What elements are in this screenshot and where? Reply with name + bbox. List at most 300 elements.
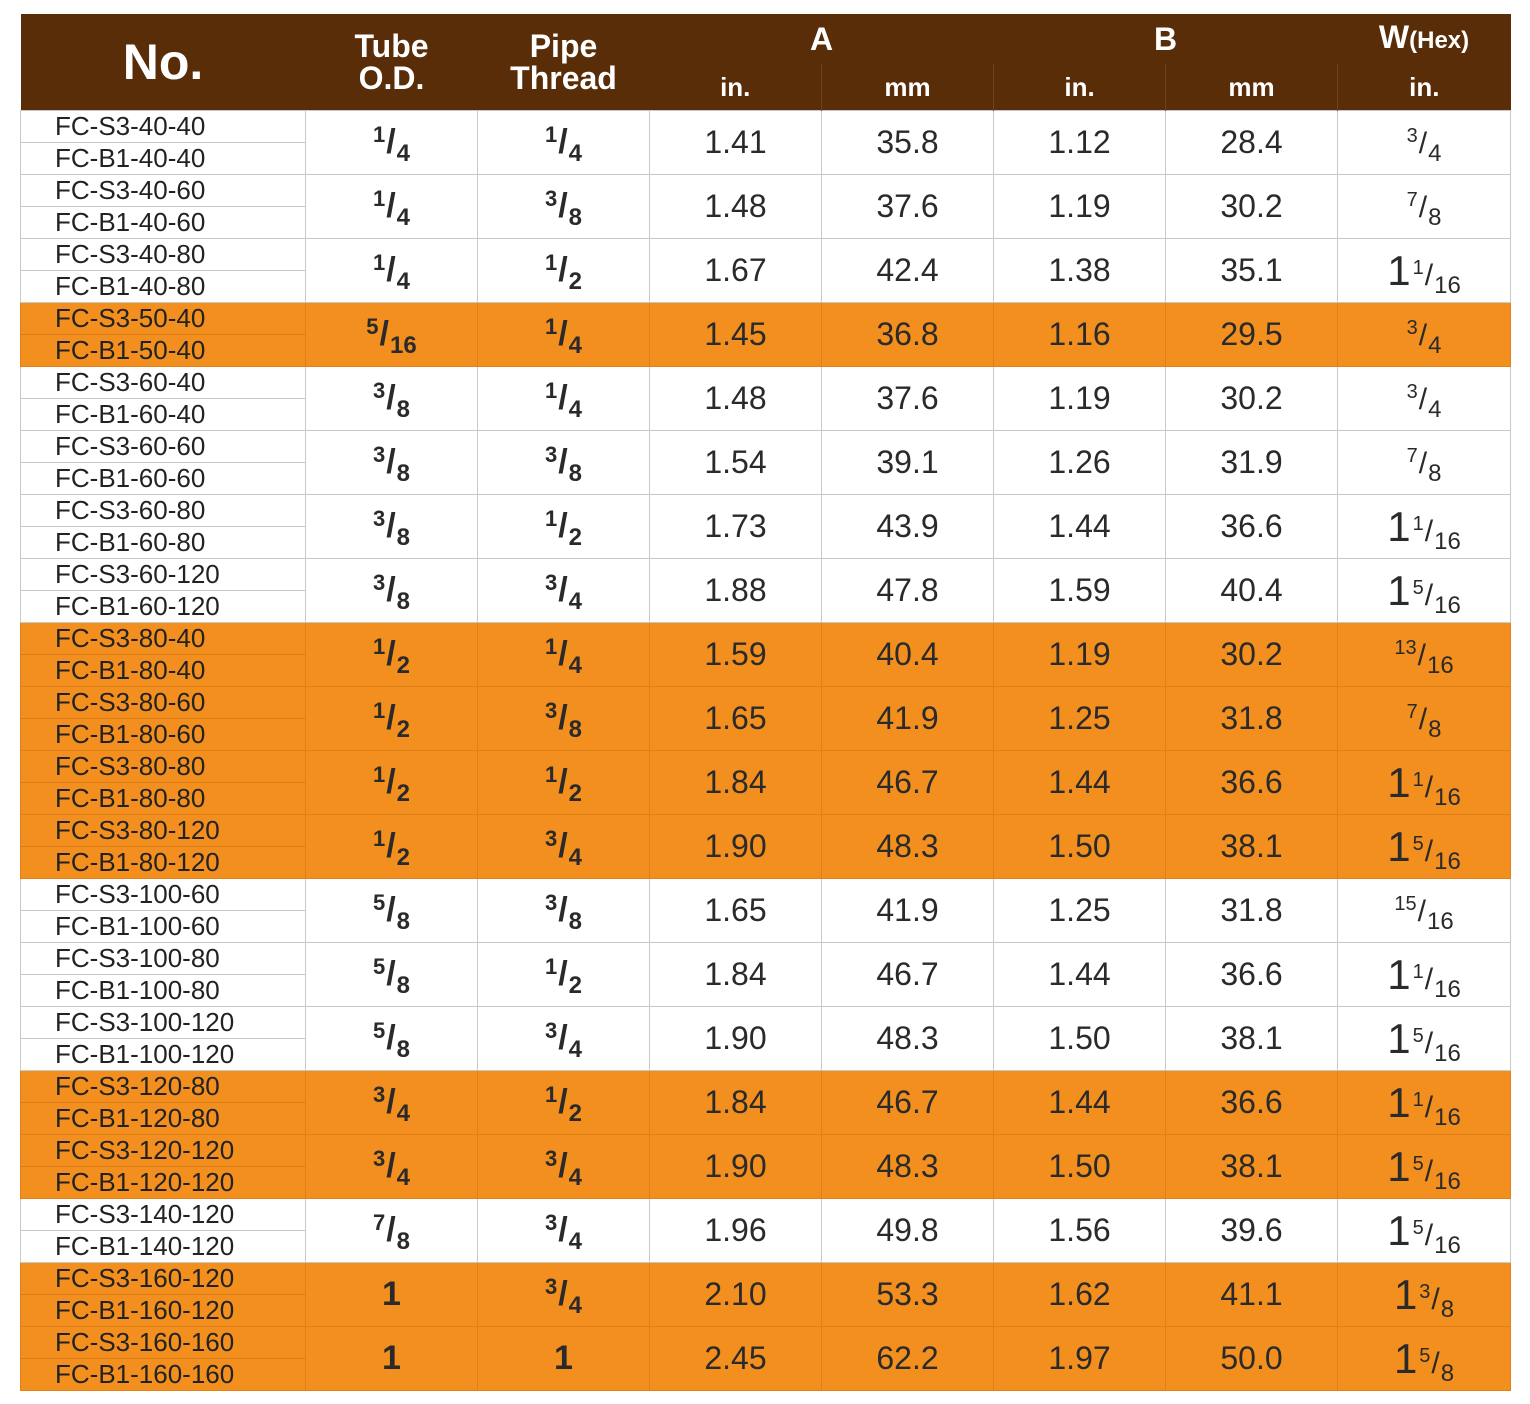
fraction-slash: /: [558, 955, 568, 993]
fraction-whole: 1: [1387, 1206, 1411, 1254]
fraction: [1387, 758, 1461, 811]
pipe-thread-cell: [478, 1007, 650, 1071]
fraction-whole: 1: [382, 1339, 401, 1377]
b-in-cell: 1.44: [994, 943, 1166, 1007]
fraction-denominator: 4: [396, 204, 411, 231]
pipe-thread-cell: [478, 1135, 650, 1199]
part-number-s3: FC-S3-120-120: [21, 1135, 305, 1167]
b-in-cell: 1.62: [994, 1263, 1166, 1327]
fraction-numerator: 1: [544, 314, 558, 339]
fraction: [544, 1018, 583, 1063]
fraction-slash: /: [558, 1147, 568, 1185]
hex-cell: [1338, 1199, 1511, 1263]
b-mm-cell: 38.1: [1166, 1135, 1338, 1199]
fraction: [544, 698, 583, 743]
fraction-numerator: 1: [544, 634, 558, 659]
table-row: [21, 943, 1511, 1007]
fraction-denominator: 2: [568, 524, 583, 551]
fraction-denominator: 8: [396, 588, 411, 615]
fraction-slash: /: [558, 827, 568, 865]
b-in-cell: 1.26: [994, 431, 1166, 495]
fraction-whole: 1: [1387, 1078, 1411, 1126]
fraction: [372, 442, 411, 487]
fraction-numerator: 5: [366, 314, 379, 339]
fraction-denominator: 4: [568, 396, 583, 423]
fraction-slash: /: [1418, 319, 1428, 352]
fraction-denominator: 16: [1426, 652, 1454, 679]
fraction: [544, 1274, 583, 1319]
part-number-s3: FC-S3-40-80: [21, 239, 305, 271]
fraction: [1406, 701, 1442, 743]
a-mm-cell: 48.3: [822, 815, 994, 879]
tube-od-cell: [306, 1071, 478, 1135]
fraction-slash: /: [1417, 639, 1426, 672]
header-pipe-line2: Thread: [510, 60, 617, 96]
part-number-cell: [21, 495, 306, 559]
fitting-dimension-table: [20, 14, 1511, 1391]
tube-od-cell: [306, 879, 478, 943]
fraction-numerator: 3: [544, 826, 558, 851]
fraction: [1387, 1142, 1461, 1195]
b-mm-cell: 40.4: [1166, 559, 1338, 623]
fraction-numerator: 3: [372, 442, 386, 467]
tube-od-cell: [306, 943, 478, 1007]
part-number-b1: FC-B1-60-40: [55, 399, 206, 429]
fraction-slash: /: [1418, 447, 1428, 480]
fraction: [1387, 1206, 1461, 1259]
table-row: [21, 303, 1511, 367]
fraction-slash: /: [558, 123, 568, 161]
fraction-slash: /: [1424, 578, 1434, 612]
part-number-s3: FC-S3-120-80: [21, 1071, 305, 1103]
b-mm-cell: 50.0: [1166, 1327, 1338, 1391]
table-row: [21, 1007, 1511, 1071]
header-a-in: in.: [650, 64, 822, 111]
fraction-denominator: 8: [396, 972, 411, 999]
part-number-s3: FC-S3-140-120: [21, 1199, 305, 1231]
a-mm-cell: 48.3: [822, 1007, 994, 1071]
table-row: [21, 879, 1511, 943]
fraction-denominator: 2: [396, 844, 411, 871]
table-row: [21, 1327, 1511, 1391]
part-number-b1: FC-B1-120-80: [55, 1103, 220, 1133]
fraction-numerator: 1: [544, 250, 558, 275]
fraction: [1394, 637, 1454, 679]
fraction-denominator: 4: [568, 1292, 583, 1319]
fraction-numerator: 13: [1394, 637, 1417, 659]
tube-od-cell: [306, 687, 478, 751]
fraction-denominator: 8: [396, 1036, 411, 1063]
hex-cell: [1338, 239, 1511, 303]
fraction-numerator: 3: [544, 698, 558, 723]
fraction-denominator: 4: [396, 1100, 411, 1127]
header-pipe-line1: Pipe: [529, 28, 598, 64]
fraction-numerator: 3: [544, 1018, 558, 1043]
fraction-slash: /: [1424, 514, 1434, 548]
fraction: [1394, 893, 1454, 935]
header-w: W: [1378, 19, 1410, 55]
table-row: [21, 111, 1511, 175]
fraction: [1406, 125, 1442, 167]
header-a-mm: mm: [822, 64, 994, 111]
fraction-whole: 1: [1387, 822, 1411, 870]
fraction-denominator: 16: [390, 332, 417, 359]
fraction-slash: /: [558, 1083, 568, 1121]
fraction-denominator: 8: [568, 908, 583, 935]
fraction-denominator: 4: [396, 140, 411, 167]
a-in-cell: 1.48: [650, 367, 822, 431]
fraction-numerator: 1: [372, 634, 386, 659]
a-in-cell: 2.45: [650, 1327, 822, 1391]
pipe-thread-cell: [478, 879, 650, 943]
fraction-denominator: 8: [396, 1228, 411, 1255]
fraction-denominator: 16: [1434, 783, 1461, 811]
table-row: [21, 431, 1511, 495]
header-pipe-thread: [478, 14, 650, 111]
fraction: [372, 634, 411, 679]
part-number-cell: [21, 687, 306, 751]
fraction-numerator: 1: [544, 378, 558, 403]
table-row: [21, 495, 1511, 559]
part-number-b1: FC-B1-40-60: [55, 207, 206, 237]
fraction-whole: 1: [1387, 566, 1411, 614]
pipe-thread-cell: [478, 367, 650, 431]
fraction-slash: /: [386, 123, 396, 161]
fraction-numerator: 5: [372, 1018, 386, 1043]
fraction-numerator: 1: [544, 762, 558, 787]
part-number-b1: FC-B1-50-40: [55, 335, 206, 365]
fraction: [1387, 1014, 1461, 1067]
tube-od-cell: [306, 559, 478, 623]
b-in-cell: 1.12: [994, 111, 1166, 175]
table-header: [21, 14, 1511, 111]
fraction-slash: /: [386, 699, 396, 737]
b-in-cell: 1.19: [994, 623, 1166, 687]
fraction-denominator: 8: [396, 396, 411, 423]
fraction: [1406, 445, 1442, 487]
table-row: [21, 239, 1511, 303]
hex-cell: [1338, 1135, 1511, 1199]
fraction: [1393, 1270, 1455, 1323]
a-mm-cell: 47.8: [822, 559, 994, 623]
fraction-numerator: 3: [1406, 317, 1418, 339]
fraction: [544, 442, 583, 487]
hex-cell: [1338, 495, 1511, 559]
part-number-cell: [21, 879, 306, 943]
fraction-slash: /: [386, 1019, 396, 1057]
b-mm-cell: 35.1: [1166, 239, 1338, 303]
b-in-cell: 1.50: [994, 1135, 1166, 1199]
b-in-cell: 1.25: [994, 687, 1166, 751]
hex-cell: [1338, 111, 1511, 175]
b-mm-cell: 36.6: [1166, 751, 1338, 815]
a-in-cell: 1.48: [650, 175, 822, 239]
tube-od-cell: [306, 1263, 478, 1327]
hex-cell: [1338, 1327, 1511, 1391]
fraction: [372, 250, 411, 295]
a-in-cell: 1.41: [650, 111, 822, 175]
header-hex: (Hex): [1409, 27, 1470, 54]
pipe-thread-cell: [478, 559, 650, 623]
fraction-denominator: 4: [1428, 140, 1442, 167]
fraction-denominator: 8: [1428, 716, 1442, 743]
fraction: [544, 506, 583, 551]
part-number-cell: [21, 1199, 306, 1263]
fraction: [372, 378, 411, 423]
hex-cell: [1338, 687, 1511, 751]
a-in-cell: 1.88: [650, 559, 822, 623]
part-number-s3: FC-S3-40-40: [21, 111, 305, 143]
a-mm-cell: 62.2: [822, 1327, 994, 1391]
fraction-slash: /: [1418, 383, 1428, 416]
a-mm-cell: 41.9: [822, 687, 994, 751]
fraction-numerator: 1: [1412, 768, 1424, 791]
tube-od-cell: [306, 1199, 478, 1263]
fraction: [544, 762, 583, 807]
fraction-slash: /: [1431, 1282, 1440, 1316]
b-in-cell: 1.56: [994, 1199, 1166, 1263]
fraction-denominator: 16: [1426, 908, 1454, 935]
fraction-denominator: 2: [568, 1100, 583, 1127]
b-in-cell: 1.25: [994, 879, 1166, 943]
fraction-numerator: 5: [1412, 576, 1424, 599]
part-number-cell: [21, 367, 306, 431]
fraction-slash: /: [558, 635, 568, 673]
a-in-cell: 2.10: [650, 1263, 822, 1327]
part-number-s3: FC-S3-60-60: [21, 431, 305, 463]
fraction: [544, 1210, 583, 1255]
part-number-s3: FC-S3-60-120: [21, 559, 305, 591]
fraction-slash: /: [558, 699, 568, 737]
fraction-slash: /: [386, 891, 396, 929]
fraction-numerator: 3: [372, 378, 386, 403]
table-row: [21, 751, 1511, 815]
fraction-slash: /: [386, 507, 396, 545]
fraction: [544, 250, 583, 295]
fraction-denominator: 16: [1434, 975, 1461, 1003]
hex-cell: [1338, 431, 1511, 495]
part-number-s3: FC-S3-100-80: [21, 943, 305, 975]
a-mm-cell: 46.7: [822, 1071, 994, 1135]
pipe-thread-cell: [478, 687, 650, 751]
fraction-denominator: 2: [568, 972, 583, 999]
b-in-cell: 1.50: [994, 815, 1166, 879]
a-in-cell: 1.84: [650, 1071, 822, 1135]
part-number-b1: FC-B1-80-80: [55, 783, 206, 813]
fraction-numerator: 3: [372, 506, 386, 531]
pipe-thread-cell: [478, 495, 650, 559]
pipe-thread-cell: [478, 751, 650, 815]
a-mm-cell: 53.3: [822, 1263, 994, 1327]
b-mm-cell: 38.1: [1166, 815, 1338, 879]
fraction: [1387, 950, 1461, 1003]
fraction-denominator: 2: [568, 268, 583, 295]
fraction-slash: /: [1418, 191, 1428, 224]
fraction-whole: 1: [382, 1275, 401, 1313]
a-mm-cell: 46.7: [822, 751, 994, 815]
part-number-cell: [21, 1007, 306, 1071]
b-mm-cell: 41.1: [1166, 1263, 1338, 1327]
fraction: [1387, 246, 1461, 299]
fraction-denominator: 8: [396, 460, 411, 487]
hex-cell: [1338, 559, 1511, 623]
fraction: [544, 634, 583, 679]
pipe-thread-cell: [478, 239, 650, 303]
tube-od-cell: [306, 431, 478, 495]
table-row: [21, 1071, 1511, 1135]
a-in-cell: 1.45: [650, 303, 822, 367]
fraction: [1406, 381, 1442, 423]
part-number-s3: FC-S3-160-120: [21, 1263, 305, 1295]
hex-cell: [1338, 1071, 1511, 1135]
part-number-b1: FC-B1-80-40: [55, 655, 206, 685]
part-number-cell: [21, 111, 306, 175]
hex-cell: [1338, 879, 1511, 943]
fraction-slash: /: [386, 251, 396, 289]
fraction-numerator: 3: [1419, 1280, 1431, 1303]
hex-cell: [1338, 1007, 1511, 1071]
fraction: [372, 570, 411, 615]
fraction-numerator: 1: [372, 122, 386, 147]
fraction-numerator: 1: [544, 954, 558, 979]
part-number-b1: FC-B1-100-80: [55, 975, 220, 1005]
a-in-cell: 1.54: [650, 431, 822, 495]
fraction-slash: /: [386, 1083, 396, 1121]
header-tube-line2: O.D.: [358, 60, 425, 96]
b-mm-cell: 30.2: [1166, 367, 1338, 431]
fraction-denominator: 16: [1434, 271, 1461, 299]
fraction-slash: /: [386, 635, 396, 673]
fraction-numerator: 5: [1412, 832, 1424, 855]
fraction-whole: 1: [1393, 1334, 1418, 1382]
b-mm-cell: 30.2: [1166, 175, 1338, 239]
fraction-denominator: 4: [568, 140, 583, 167]
table-body: [21, 111, 1511, 1391]
fraction-slash: /: [558, 315, 568, 353]
fraction-denominator: 2: [396, 652, 411, 679]
fraction-slash: /: [1424, 1090, 1434, 1124]
fraction-slash: /: [558, 379, 568, 417]
fraction-denominator: 4: [568, 588, 583, 615]
fraction-slash: /: [1424, 834, 1434, 868]
fraction-whole: 1: [1387, 1142, 1411, 1190]
part-number-b1: FC-B1-60-120: [55, 591, 220, 621]
hex-cell: [1338, 815, 1511, 879]
fraction-slash: /: [1418, 127, 1428, 160]
header-a: A: [650, 14, 994, 64]
tube-od-cell: [306, 111, 478, 175]
fraction-denominator: 2: [568, 780, 583, 807]
part-number-cell: [21, 1327, 306, 1391]
fraction: [1387, 1078, 1461, 1131]
a-mm-cell: 42.4: [822, 239, 994, 303]
table-row: [21, 815, 1511, 879]
a-in-cell: 1.65: [650, 879, 822, 943]
fraction-numerator: 5: [1412, 1024, 1424, 1047]
part-number-s3: FC-S3-80-60: [21, 687, 305, 719]
tube-od-cell: [306, 815, 478, 879]
fraction-numerator: 1: [372, 826, 386, 851]
a-in-cell: 1.67: [650, 239, 822, 303]
part-number-b1: FC-B1-140-120: [55, 1231, 235, 1261]
part-number-cell: [21, 239, 306, 303]
b-mm-cell: 38.1: [1166, 1007, 1338, 1071]
part-number-s3: FC-S3-80-40: [21, 623, 305, 655]
hex-cell: [1338, 751, 1511, 815]
a-mm-cell: 49.8: [822, 1199, 994, 1263]
fraction-denominator: 8: [396, 908, 411, 935]
b-mm-cell: 39.6: [1166, 1199, 1338, 1263]
hex-cell: [1338, 303, 1511, 367]
fraction-slash: /: [1431, 1346, 1440, 1380]
header-no: No.: [21, 14, 306, 111]
part-number-cell: [21, 1135, 306, 1199]
fraction: [1387, 822, 1461, 875]
fraction-whole: 1: [1387, 1014, 1411, 1062]
fraction-slash: /: [558, 1211, 568, 1249]
fraction-slash: /: [1424, 1218, 1434, 1252]
fraction-whole: 1: [1393, 1270, 1418, 1318]
a-mm-cell: 37.6: [822, 175, 994, 239]
part-number-s3: FC-S3-100-120: [21, 1007, 305, 1039]
fraction-denominator: 8: [1440, 1295, 1455, 1323]
fraction-numerator: 5: [372, 954, 386, 979]
part-number-s3: FC-S3-60-40: [21, 367, 305, 399]
header-b-in: in.: [994, 64, 1166, 111]
fraction-denominator: 4: [1428, 396, 1442, 423]
fraction-slash: /: [1424, 962, 1434, 996]
fraction: [1387, 502, 1461, 555]
fraction-denominator: 8: [568, 460, 583, 487]
fraction-denominator: 16: [1434, 1167, 1461, 1195]
table-row: [21, 1263, 1511, 1327]
fraction-numerator: 5: [1419, 1344, 1431, 1367]
fraction-denominator: 8: [568, 204, 583, 231]
fraction: [544, 378, 583, 423]
part-number-b1: FC-B1-100-60: [55, 911, 220, 941]
pipe-thread-cell: [478, 303, 650, 367]
pipe-thread-cell: [478, 623, 650, 687]
fraction-numerator: 3: [1406, 381, 1418, 403]
fraction-denominator: 8: [1428, 204, 1442, 231]
fraction: [1387, 566, 1461, 619]
fraction-slash: /: [1418, 703, 1428, 736]
header-w-in: in.: [1338, 64, 1511, 111]
fraction: [1406, 317, 1442, 359]
a-mm-cell: 36.8: [822, 303, 994, 367]
table-row: [21, 559, 1511, 623]
fraction-numerator: 3: [544, 1146, 558, 1171]
fraction-slash: /: [558, 443, 568, 481]
fraction-slash: /: [386, 571, 396, 609]
fraction-slash: /: [558, 507, 568, 545]
fraction-denominator: 8: [568, 716, 583, 743]
fraction-numerator: 3: [544, 442, 558, 467]
fraction-numerator: 7: [1406, 701, 1418, 723]
b-mm-cell: 36.6: [1166, 1071, 1338, 1135]
fraction-slash: /: [1424, 1154, 1434, 1188]
b-mm-cell: 30.2: [1166, 623, 1338, 687]
fraction: [544, 122, 583, 167]
part-number-b1: FC-B1-40-80: [55, 271, 206, 301]
tube-od-cell: [306, 175, 478, 239]
b-mm-cell: 28.4: [1166, 111, 1338, 175]
table-row: [21, 175, 1511, 239]
part-number-b1: FC-B1-60-80: [55, 527, 206, 557]
a-in-cell: 1.90: [650, 815, 822, 879]
a-mm-cell: 48.3: [822, 1135, 994, 1199]
pipe-thread-cell: [478, 815, 650, 879]
